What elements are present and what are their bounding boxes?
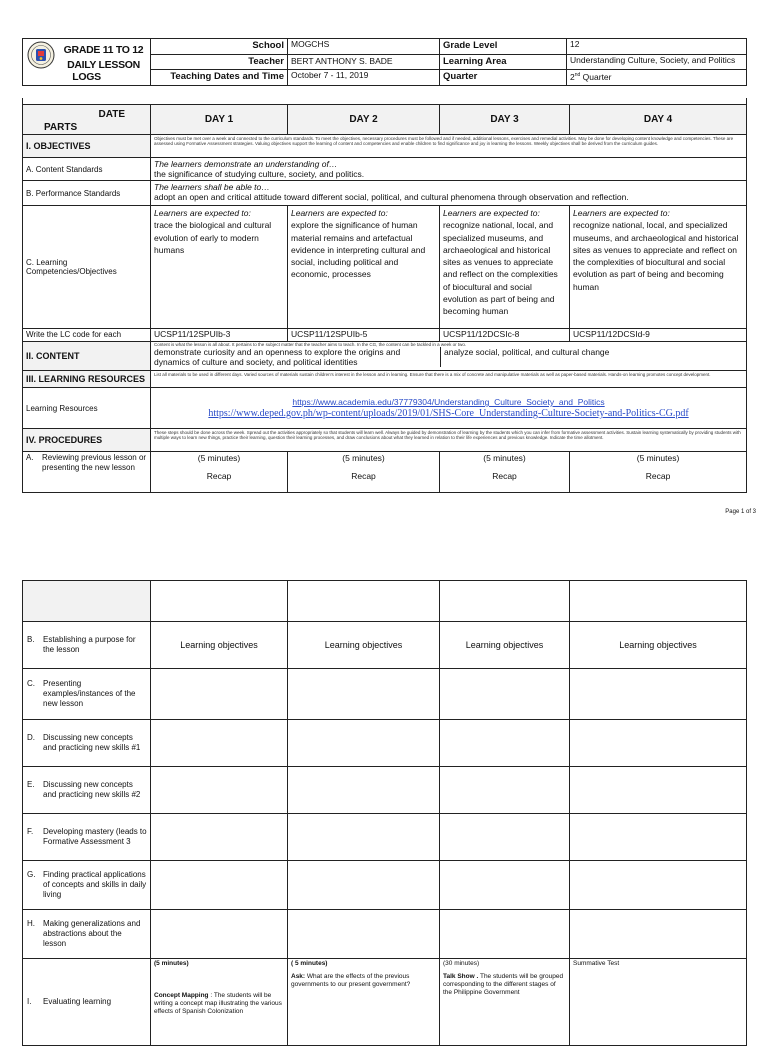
procedure-i-text: Evaluating learning <box>43 997 112 1006</box>
blank-day-3 <box>440 581 570 622</box>
expected-intro: Learners are expected to: <box>154 208 251 218</box>
dates-label: Teaching Dates and Time <box>151 70 288 86</box>
procedure-h-day-4 <box>570 910 747 959</box>
lesson-log-table <box>22 98 747 493</box>
procedure-e-letter: E. <box>27 780 35 789</box>
content-text-b: analyze social, political, and cultural change <box>444 347 610 358</box>
procedure-d-day-2 <box>288 720 440 767</box>
quarter-suffix: nd <box>574 72 581 79</box>
competency-text: explore the significance of human material remains and artefactual evidence in interpreting cultural and social, including political and economic, processes <box>291 220 426 280</box>
competency-text: trace the biological and cultural evolution of early to modern humans <box>154 220 272 255</box>
expected-intro: Learners are expected to: <box>291 208 388 218</box>
time-allotment: (5 minutes) <box>197 453 241 463</box>
procedure-h-day-3 <box>440 910 570 959</box>
procedure-d-day-1 <box>151 720 288 767</box>
content-note: Content is what the lesson is all about. It pertains to the subject matter that the teacher aims to teach. In the CG, the content can be tackled in a week or two. <box>154 342 467 347</box>
content-standards-cell <box>151 158 747 181</box>
procedure-i-day-2 <box>288 959 440 1046</box>
procedure-f-text: Developing mastery (leads to Formative Assessment 3 <box>43 827 147 846</box>
day-1-header: DAY 1 <box>151 105 288 135</box>
competency-day-4 <box>570 206 747 329</box>
procedure-b-label <box>23 622 151 669</box>
school-label: School <box>151 39 288 55</box>
performance-standards-cell <box>151 181 747 206</box>
quarter-label: Quarter <box>440 70 567 86</box>
procedure-b-day-2: Learning objectives <box>288 622 440 669</box>
procedure-i-day-4: Summative Test <box>570 959 747 1046</box>
ask-title: Ask: <box>291 973 306 980</box>
procedure-d-letter: D. <box>27 733 35 742</box>
time-allotment: (5 minutes) <box>636 453 680 463</box>
dates-value: October 7 - 11, 2019 <box>288 70 440 86</box>
expected-intro: Learners are expected to: <box>443 208 540 218</box>
procedure-g-label <box>23 861 151 910</box>
content-label: II. CONTENT <box>23 342 151 371</box>
procedure-f-day-2 <box>288 814 440 861</box>
procedures-label: IV. PROCEDURES <box>23 429 151 452</box>
procedure-f-day-1 <box>151 814 288 861</box>
procedure-g-letter: G. <box>27 870 36 879</box>
procedure-f-day-3 <box>440 814 570 861</box>
header-table <box>22 38 747 86</box>
date-label: DATE <box>98 109 125 120</box>
procedure-g-day-2 <box>288 861 440 910</box>
performance-standards-text: adopt an open and critical attitude toward different social, political, and cultural phenomena through observation and reflection. <box>154 192 629 202</box>
procedure-h-day-2 <box>288 910 440 959</box>
procedure-a-letter: A. <box>26 453 34 462</box>
procedure-h-label <box>23 910 151 959</box>
quarter-value <box>567 70 747 86</box>
title-line-1: GRADE 11 TO 12 <box>63 44 144 56</box>
learning-resources-note: List all materials to be used in different days. Varied sources of materials sustain children's interest in the lesson and in learning. Ensure that there is a mix of concrete and manipulative materials as well as paper-based materials. Hands-on learning promotes concept development. <box>151 371 747 388</box>
evaluation-time: (30 minutes) <box>443 960 480 967</box>
procedure-a-day-3 <box>440 452 570 493</box>
content-standards-intro: The learners demonstrate an understanding of… <box>154 159 338 169</box>
competency-day-1 <box>151 206 288 329</box>
procedure-e-day-1 <box>151 767 288 814</box>
academia-link[interactable]: https://www.academia.edu/37779304/Understanding_Culture_Society_and_Politics <box>292 397 605 407</box>
objectives-note: Objectives must be met over a week and connected to the curriculum standards. To meet the objectives, necessary procedures must be followed and if needed, additional lessons, exercises and remedial activities. May be done for developing content knowledge and competencies. These are assessed using Formative Assessment strategies. Valuing objectives support the learning of content and competencies and enable children to find significance and joy in learning the lessons. Weekly objectives shall be derived from the curriculum guides. <box>151 135 747 158</box>
procedure-i-letter: I. <box>27 997 32 1006</box>
procedure-c-day-4 <box>570 669 747 720</box>
procedure-h-letter: H. <box>27 919 35 928</box>
grade-level-value: 12 <box>567 39 747 55</box>
procedure-d-day-4 <box>570 720 747 767</box>
procedure-f-day-4 <box>570 814 747 861</box>
teacher-value: BERT ANTHONY S. BADE <box>288 54 440 70</box>
quarter-number: 2 <box>570 72 575 83</box>
procedure-a-text: Reviewing previous lesson or presenting the new lesson <box>42 453 147 472</box>
procedure-e-label <box>23 767 151 814</box>
learning-resources-label: III. LEARNING RESOURCES <box>23 371 151 388</box>
procedure-c-label <box>23 669 151 720</box>
procedure-g-text: Finding practical applications of concepts and skills in daily living <box>43 870 147 899</box>
procedure-b-day-1: Learning objectives <box>151 622 288 669</box>
performance-standards-label: B. Performance Standards <box>23 181 151 206</box>
procedure-e-day-2 <box>288 767 440 814</box>
evaluation-time: (5 minutes) <box>154 960 189 967</box>
activity-recap: Recap <box>206 471 232 481</box>
procedure-c-day-1 <box>151 669 288 720</box>
expected-intro: Learners are expected to: <box>573 208 670 218</box>
procedure-b-text: Establishing a purpose for the lesson <box>43 635 136 654</box>
title-line-2: DAILY LESSON LOGS <box>67 59 140 83</box>
competency-text: recognize national, local, and specialized museums, and archaeological and historical sites as venues to appreciate and reflect on the complexities of biocultural and social evolution as part of being and becoming human <box>573 220 739 292</box>
learning-resources-links <box>151 388 747 429</box>
competency-text: recognize national, local, and specialized museums, and archaeological and historical sites as venues to appreciate and reflect on the complexities of biocultural and social evolution as part of being and becoming human <box>443 220 558 317</box>
deped-curriculum-link[interactable]: https://www.deped.gov.ph/wp-content/uploads/2019/01/SHS-Core_Understanding-Culture-Society-and-Politics-CG.pdf <box>208 408 689 419</box>
content-standards-label: A. Content Standards <box>23 158 151 181</box>
performance-standards-intro: The learners shall be able to… <box>154 182 270 192</box>
content-text-a: demonstrate curiosity and an openness to explore the origins and dynamics of culture and society, and political identities <box>151 347 441 367</box>
page-number: Page 1 of 3 <box>725 509 756 515</box>
content-cell <box>151 342 747 371</box>
lc-code-day-3: UCSP11/12DCSIc-8 <box>440 329 570 342</box>
lc-code-label: Write the LC code for each <box>23 329 151 342</box>
school-value: MOGCHS <box>288 39 440 55</box>
procedure-g-day-3 <box>440 861 570 910</box>
blank-header-cell <box>23 581 151 622</box>
learning-area-value: Understanding Culture, Society, and Politics <box>567 54 747 70</box>
procedure-g-day-4 <box>570 861 747 910</box>
procedure-a-day-2 <box>288 452 440 493</box>
teacher-label: Teacher <box>151 54 288 70</box>
parts-label: PARTS <box>44 122 78 133</box>
date-parts-cell <box>23 105 151 135</box>
procedure-c-letter: C. <box>27 679 35 688</box>
blank-day-2 <box>288 581 440 622</box>
day-2-header: DAY 2 <box>288 105 440 135</box>
procedure-c-text: Presenting examples/instances of the new lesson <box>43 679 136 708</box>
evaluation-time: ( 5 minutes) <box>291 960 328 967</box>
day-4-header: DAY 4 <box>570 105 747 135</box>
procedure-e-day-4 <box>570 767 747 814</box>
procedures-note: These steps should be done across the week. Spread out the activities appropriately so that students will learn well. Always be guided by demonstration of learning by the students which you can infer from formative assessment activities. Sustain learning systematically by providing students with multiple ways to learn new things, practice their learning, question their learning processes, and draw conclusions about what they learned in relation to their life experiences and previous knowledge. Indicate the time allotment. <box>151 429 747 452</box>
procedure-a-label <box>23 452 151 493</box>
procedures-table-page-2 <box>22 580 747 1046</box>
activity-recap: Recap <box>351 471 376 481</box>
procedure-f-letter: F. <box>27 827 34 836</box>
activity-recap: Recap <box>492 471 517 481</box>
lc-code-day-4: UCSP11/12DCSId-9 <box>570 329 747 342</box>
blank-day-4 <box>570 581 747 622</box>
objectives-label: I. OBJECTIVES <box>23 135 151 158</box>
deped-seal-icon <box>27 41 55 69</box>
procedure-g-day-1 <box>151 861 288 910</box>
activity-recap: Recap <box>645 471 671 481</box>
competency-day-3 <box>440 206 570 329</box>
procedure-i-day-1 <box>151 959 288 1046</box>
procedure-h-text: Making generalizations and abstractions about the lesson <box>43 919 141 948</box>
procedure-i-day-3 <box>440 959 570 1046</box>
procedure-e-text: Discussing new concepts and practicing new skills #2 <box>43 780 141 799</box>
procedure-i-label <box>23 959 151 1046</box>
procedure-b-day-3: Learning objectives <box>440 622 570 669</box>
learning-resources-row-label: Learning Resources <box>23 388 151 429</box>
competencies-label: C. Learning Competencies/Objectives <box>23 206 151 329</box>
procedure-a-day-4 <box>570 452 747 493</box>
procedure-a-day-1 <box>151 452 288 493</box>
talk-show-title: Talk Show . <box>443 973 479 980</box>
procedure-d-label <box>23 720 151 767</box>
ask-text: What are the effects of the previous governments to our present government? <box>291 973 411 988</box>
procedure-d-day-3 <box>440 720 570 767</box>
procedure-d-text: Discussing new concepts and practicing new skills #1 <box>43 733 141 752</box>
procedure-f-label <box>23 814 151 861</box>
procedure-b-letter: B. <box>27 635 35 644</box>
procedure-e-day-3 <box>440 767 570 814</box>
concept-mapping-text: : The students will be writing a concept map illustrating the various effects of Spanish Colonization <box>154 992 282 1015</box>
concept-mapping-title: Concept Mapping <box>154 992 209 999</box>
talk-show-text: The students will be grouped corresponding to the different stages of the Philippine Government <box>443 973 564 996</box>
procedure-c-day-2 <box>288 669 440 720</box>
procedure-h-day-1 <box>151 910 288 959</box>
lc-code-day-2: UCSP11/12SPUIb-5 <box>288 329 440 342</box>
blank-day-1 <box>151 581 288 622</box>
content-standards-text: the significance of studying culture, society, and politics. <box>154 169 365 179</box>
time-allotment: (5 minutes) <box>342 453 385 463</box>
competency-day-2 <box>288 206 440 329</box>
time-allotment: (5 minutes) <box>483 453 526 463</box>
learning-area-label: Learning Area <box>440 54 567 70</box>
day-3-header: DAY 3 <box>440 105 570 135</box>
grade-level-label: Grade Level <box>440 39 567 55</box>
lc-code-day-1: UCSP11/12SPUIb-3 <box>151 329 288 342</box>
header-logo-cell <box>23 39 151 86</box>
quarter-word: Quarter <box>582 72 612 83</box>
procedure-c-day-3 <box>440 669 570 720</box>
procedure-b-day-4: Learning objectives <box>570 622 747 669</box>
